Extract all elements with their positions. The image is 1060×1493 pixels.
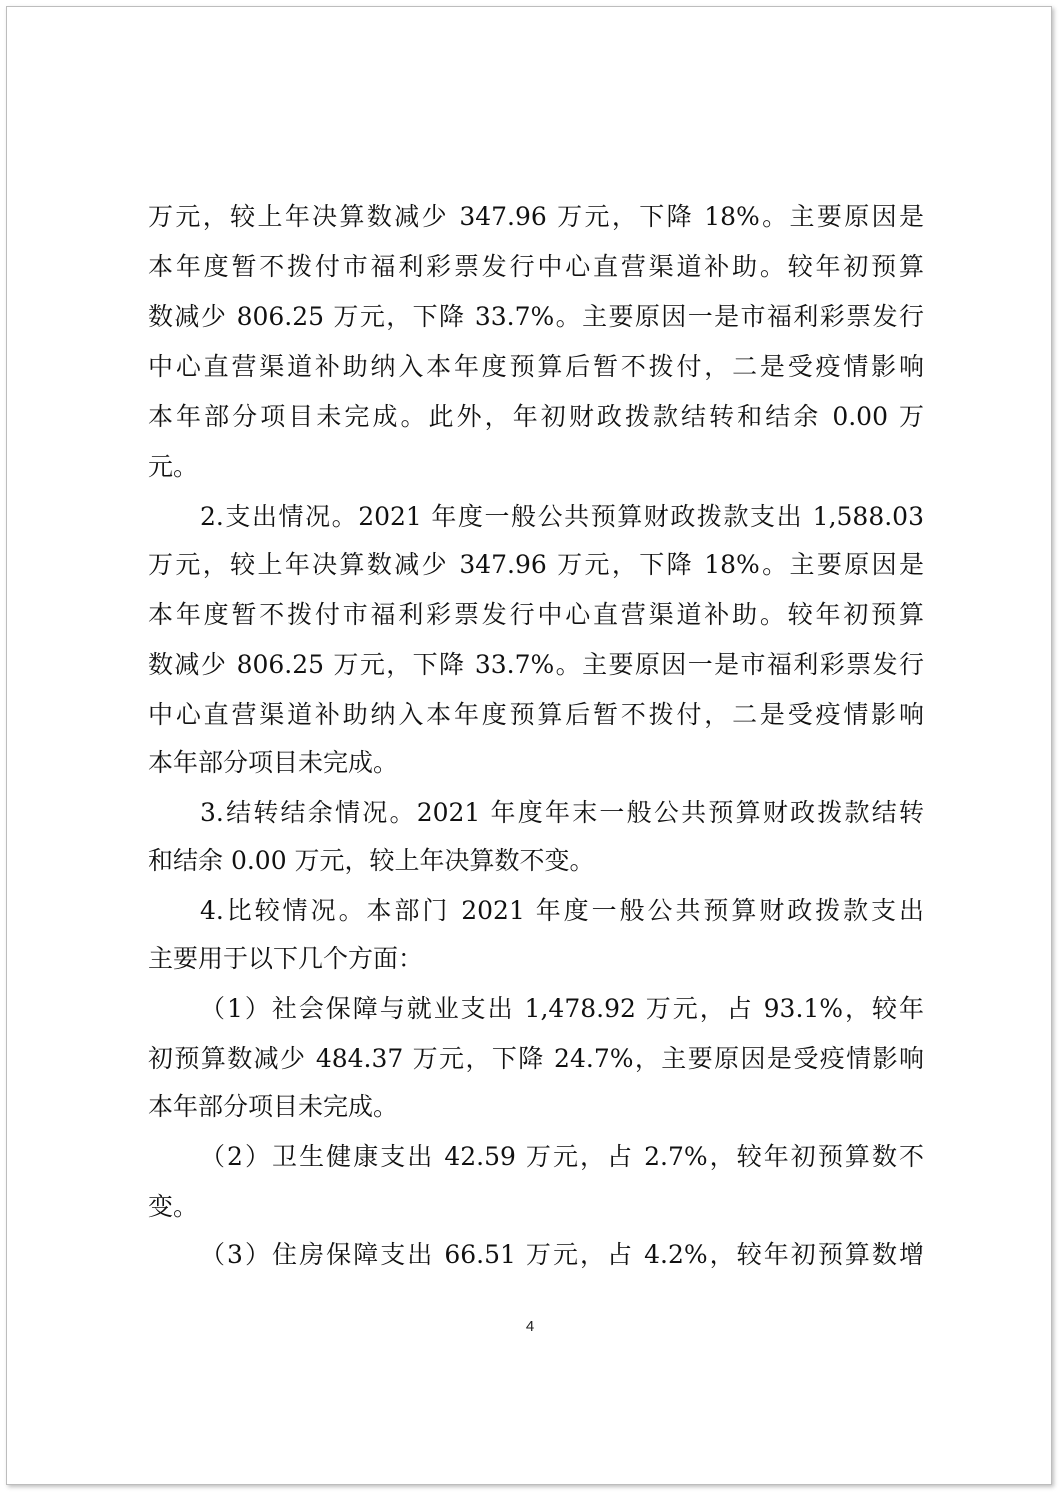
paragraph-heading-expenditure: 2.支出情况。2021 年度一般公共预算财政拨款支出 1,588.03 bbox=[200, 502, 924, 531]
text-line: 和结余 0.00 万元，较上年决算数不变。 bbox=[148, 846, 595, 875]
text-line: 本年度暂不拨付市福利彩票发行中心直营渠道补助。较年初预算 bbox=[148, 252, 924, 281]
text-line: 万元，较上年决算数减少 347.96 万元，下降 18%。主要原因是 bbox=[148, 550, 924, 579]
text-line: 中心直营渠道补助纳入本年度预算后暂不拨付，二是受疫情影响 bbox=[148, 700, 924, 729]
text-line: 本年部分项目未完成。此外，年初财政拨款结转和结余 0.00 万 bbox=[148, 402, 924, 431]
paragraph-heading-carryover: 3.结转结余情况。2021 年度年末一般公共预算财政拨款结转 bbox=[200, 798, 924, 827]
list-item-health: （2）卫生健康支出 42.59 万元，占 2.7%，较年初预算数不 bbox=[200, 1142, 924, 1171]
text-line: 主要用于以下几个方面： bbox=[148, 944, 424, 973]
text-line: 本年部分项目未完成。 bbox=[148, 1092, 399, 1121]
page-number: 4 bbox=[525, 1318, 535, 1335]
list-item-social-security: （1）社会保障与就业支出 1,478.92 万元，占 93.1%，较年 bbox=[200, 994, 924, 1023]
text-line: 数减少 806.25 万元，下降 33.7%。主要原因一是市福利彩票发行 bbox=[148, 650, 924, 679]
text-line: 本年度暂不拨付市福利彩票发行中心直营渠道补助。较年初预算 bbox=[148, 600, 924, 629]
paragraph-heading-comparison: 4.比较情况。本部门 2021 年度一般公共预算财政拨款支出 bbox=[200, 896, 924, 925]
text-line: 数减少 806.25 万元，下降 33.7%。主要原因一是市福利彩票发行 bbox=[148, 302, 924, 331]
text-line: 中心直营渠道补助纳入本年度预算后暂不拨付，二是受疫情影响 bbox=[148, 352, 924, 381]
text-line: 变。 bbox=[148, 1192, 199, 1221]
list-item-housing: （3）住房保障支出 66.51 万元，占 4.2%，较年初预算数增 bbox=[200, 1240, 924, 1269]
text-line: 元。 bbox=[148, 452, 199, 481]
text-line: 本年部分项目未完成。 bbox=[148, 748, 399, 777]
text-line: 万元，较上年决算数减少 347.96 万元，下降 18%。主要原因是 bbox=[148, 202, 924, 231]
text-line: 初预算数减少 484.37 万元，下降 24.7%，主要原因是受疫情影响 bbox=[148, 1044, 924, 1073]
